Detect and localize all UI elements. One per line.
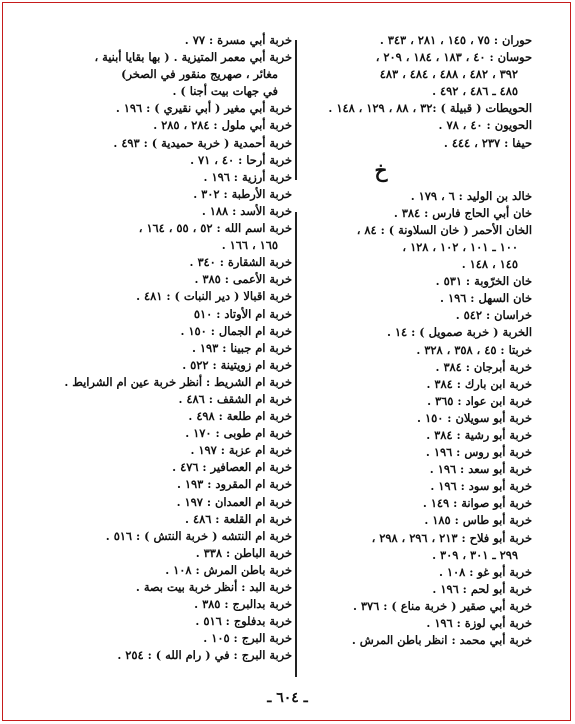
index-entry: ٣٩٢ ، ٤٨٢ ، ٤٨٨ ، ٤٨٤ ، ٤٨٣ <box>379 67 518 82</box>
index-entry: خربة الأسد : ١٨٨ . <box>201 203 292 218</box>
index-entry: خربة أبو فلاح : ٢١٣ ، ٢٩٦ ، ٢٩٨ ، <box>371 530 532 545</box>
index-entry: خان السهل : ١٩٦ . <box>440 291 532 306</box>
index-entry: خربة أرزية : ١٩٦ . <box>203 169 292 184</box>
index-entry: خربة بدالبرج : ٣٨٥ . <box>194 597 292 612</box>
index-entry: خربة ام الشريط : أنظر خربة عين ام الشرايط . <box>64 374 292 389</box>
index-entry: خربة أبي صقير ( خربة مناع ) : ٣٧٦ . <box>352 598 532 613</box>
index-entry: مغائر ، صهريج منقور في الصخر) <box>121 67 278 82</box>
index-entry: الخربة ( خربة صمويل ) : ١٤ . <box>386 325 532 340</box>
index-entry: خربة أرحا : ٤٠ ، ٧١ . <box>190 152 292 167</box>
column-divider-top <box>295 40 297 180</box>
index-entry: ١٤٥ ، ١٤٨ . <box>461 257 518 272</box>
index-entry: خربة الباطن : ٣٣٨ . <box>195 545 292 560</box>
index-entry: خربة بدفلوج : ٥١٦ . <box>195 614 292 629</box>
index-entry: خربة ام طوبى : ١٧٠ . <box>185 426 292 441</box>
column-divider-bottom <box>295 212 297 677</box>
index-entry: خربة ام الأوتاد : ٥١٠ <box>193 306 292 321</box>
index-entry: حوسان : ٤٠ ، ١٨٣ ، ١٨٤ ، ٢٠٩ ، <box>375 50 532 65</box>
index-entry: خربة ام النتشه ( خربة النتش ) : ٥١٦ . <box>105 528 292 543</box>
index-column-right <box>300 32 532 649</box>
index-entry: خان أبي الحاج فارس : ٣٨٤ . <box>393 205 532 220</box>
index-entry: خربة البرج : ١٠٥ . <box>203 631 292 646</box>
index-entry: ٤٨٥ ـ ٤٨٦ ، ٤٩٢ . <box>432 84 518 99</box>
index-entry: خربة الشقارة : ٣٤٠ . <box>189 255 292 270</box>
index-entry: ٢٩٩ ـ ٣٠١ ، ٣٠٩ . <box>432 547 518 562</box>
index-entry: خربة اقبالا ( دير النبات ) : ٤٨١ . <box>136 289 292 304</box>
index-entry: في جهات بيت أجنا ) . <box>172 84 278 99</box>
index-entry: خربة أبي مسرة : ٧٧ . <box>184 33 292 47</box>
page-number: ـ ٦٠٤ ـ <box>267 690 308 706</box>
index-entry: خربة ام زويتينة : ٥٢٢ . <box>182 357 292 372</box>
index-entry: ١٦٥ ، ١٦٦ . <box>221 238 278 253</box>
index-entry: خربة البد : أنظر خربة بيت بصة . <box>135 580 292 594</box>
index-column-left <box>50 32 292 664</box>
index-entry: خربة أبو صوانة : ١٤٩ . <box>422 496 532 511</box>
index-entry: خربة ام العصافير : ٤٧٦ . <box>172 460 292 475</box>
index-entry: خربة ابن عواد : ٣٦٥ . <box>427 393 532 408</box>
index-entry: خربة أبو سعد : ١٩٦ . <box>429 462 532 477</box>
index-entry: خربة ام عزبة : ١٩٧ . <box>190 443 292 458</box>
index-entry: خربة باطن المرش : ١٠٨ . <box>165 562 292 577</box>
index-entry: الحويطات ( قبيلة ) :٣٢ ، ٨٨ ، ١٢٩ ، ١٤٨ . <box>328 101 532 116</box>
index-entry: خربة الأرطبة : ٣٠٢ . <box>193 186 292 201</box>
index-entry: خالد بن الوليد : ٦ ، ١٧٩ . <box>410 188 532 203</box>
index-entry: خربة أبرجان : ٣٨٤ . <box>435 359 532 374</box>
index-entry: خربتا : ٤٥ ، ٣٥٨ ، ٣٢٨ . <box>416 342 532 357</box>
index-entry: خربة أبي لوزة : ١٩٦ . <box>426 616 532 630</box>
index-entry: خربة ام الجمال : ١٥٠ . <box>180 323 292 338</box>
index-entry: خربة ام طلعة : ٤٩٨ . <box>188 409 292 424</box>
index-entry: خربة ام العمدان : ١٩٧ . <box>176 494 292 509</box>
index-entry: خربة أبي مغير ( أبي نقيري ) : ١٩٦ . <box>115 101 292 116</box>
index-entry: خراسان : ٥٤٢ . <box>455 308 532 323</box>
index-entry: خربة ابن بارك : ٣٨٤ . <box>426 376 532 391</box>
index-entry: خربة أبو غو : ١٠٨ . <box>438 564 532 579</box>
index-entry: خربة اسم الله : ٥٢ ، ٥٥ ، ١٦٤ ، <box>138 221 292 236</box>
index-entry: خربة ام المقرود : ١٩٣ . <box>176 477 292 492</box>
index-entry: خربة أبو طاس : ١٨٥ . <box>424 513 532 528</box>
index-entry: خربة أبي ملول : ٢٨٤ ، ٢٨٥ . <box>153 118 292 133</box>
index-entry: خان الخرّوبة : ٥٣١ . <box>435 274 532 289</box>
index-entry: خربة أبي معمر المتيزية . ( بها بقايا أبنية ، <box>94 50 292 65</box>
index-entry: خربة أحمدية ( خربة حميدية ) : ٤٩٣ . <box>113 135 292 150</box>
index-entry: خربة أبو سويلان : ١٥٠ . <box>417 410 532 425</box>
index-entry: خربة ام القلعة : ٤٨٦ . <box>185 511 292 526</box>
index-entry: خربة البرج : في ( رام الله ) : ٢٥٤ . <box>117 648 292 663</box>
index-entry: حوران : ٧٥ ، ١٤٥ ، ٢٨١ ، ٣٤٣ . <box>379 33 532 47</box>
index-entry: خربة أبو رشية : ٣٨٤ . <box>426 427 532 442</box>
index-entry: خربة أبي محمد : انظر باطن المرش . <box>351 633 532 648</box>
index-entry: حيفا : ٢٣٧ ، ٤٤٤ . <box>443 135 532 150</box>
section-letter: خ <box>374 157 388 182</box>
index-entry: خربة أبو روس : ١٩٦ . <box>425 445 532 460</box>
index-entry: خربة أبو سود : ١٩٦ . <box>430 479 532 494</box>
index-entry: الخان الأحمر ( خان السلاونة ) : ٨٤ ، <box>356 222 532 237</box>
index-entry: خربة ام الشقف : ٤٨٦ . <box>178 391 292 406</box>
index-entry: الحويون : ٤٠ ، ٧٨ . <box>438 118 532 133</box>
index-entry: خربة أبو لحم : ١٩٦ . <box>432 581 532 596</box>
index-entry: خربة ام جبينا : ١٩٣ . <box>191 340 292 355</box>
index-entry: ١٠٠ ـ ١٠١ ، ١٠٢ ، ١٢٨ ، <box>402 239 518 254</box>
index-entry: خربة الأعمى : ٣٨٥ . <box>194 272 292 287</box>
